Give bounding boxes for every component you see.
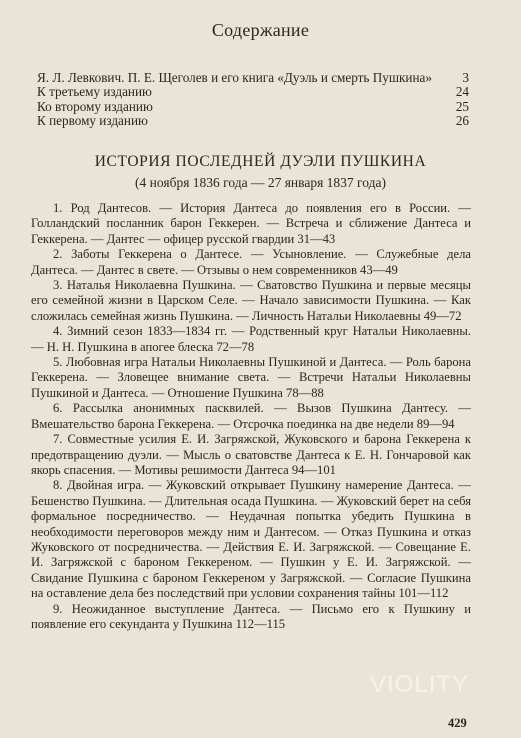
toc-entry-text: Ко второму изданию: [37, 98, 153, 114]
toc-entry-text: Я. Л. Левкович. П. Е. Щеголев и его книга «Дуэль и смерть Пушкина»: [37, 70, 432, 85]
toc-entry-page: 25: [455, 98, 469, 114]
page-number: 429: [448, 716, 467, 730]
toc-row: [37, 114, 469, 129]
chapter-item: 8. Двойная игра. — Жуковский открывает Пушкину намерение Дантеса. — Бешенство Пушкина. — Длительная осада Пушкина. — Жуковский берет на себя формальное посредничество. — Неудачная попытка убедить Пушкина в необходимости переговоров между ним и Дантесом. — Отказ Пушкина и отказ Жуковского от посредничества. — Действия Е. И. Загряжской. — Совещание Е. И. Загряжской с бароном Геккереном. — Пушкин у Е. И. Загряжской. — Свидание Пушкина с бароном Геккереном у Загряжской. — Согласие Пушкина на оставление дела без последствий при условии сохранения тайны 101—112: [31, 478, 471, 601]
toc-entry-page: 3: [462, 70, 469, 85]
chapter-item: 9. Неожиданное выступление Дантеса. — Письмо его к Пушкину и появление его секунданта у Пушкина 112—115: [31, 601, 471, 631]
chapter-item: 2. Заботы Геккерена о Дантесе. — Усыновление. — Служебные дела Дантеса. — Дантес в свете. — Отзывы о нем современников 43—49: [31, 247, 471, 277]
chapter-items: [31, 201, 471, 632]
toc-row: [37, 100, 469, 115]
chapter-item: 1. Род Дантесов. — История Дантеса до появления его в России. — Голландский посланник барон Геккерен. — Встреча и сближение Дантеса и Геккерена. — Дантес — офицер русской гвардии 31—43: [31, 201, 471, 246]
contents-list: [37, 70, 469, 129]
toc-entry-text: К третьему изданию: [37, 84, 152, 99]
chapter-item: 6. Рассылка анонимных пасквилей. — Вызов Пушкина Дантесу. — Вмешательство барона Геккерена. — Отсрочка поединка на две недели 89—94: [31, 401, 471, 431]
page-title: Содержание: [211, 20, 310, 40]
watermark: VIOLITY: [370, 671, 470, 698]
chapter-item: 4. Зимний сезон 1833—1834 гг. — Родственный круг Натальи Николаевны. — Н. Н. Пушкина в апогее блеска 72—78: [31, 324, 471, 354]
toc-entry-page: 26: [455, 113, 469, 128]
section-subtitle: (4 ноября 1836 года — 27 января 1837 года): [135, 175, 386, 190]
toc-entry-page: 24: [455, 84, 469, 99]
chapter-item: 5. Любовная игра Натальи Николаевны Пушкиной и Дантеса. — Роль барона Геккерена. — Зловещее внимание света. — Встречи Натальи Николаевны Пушкиной и Дантеса. — Отношение Пушкина 78—88: [31, 355, 471, 400]
chapter-item: 3. Наталья Николаевна Пушкина. — Сватовство Пушкина и первые месяцы его семейной жизни в Царском Селе. — Начало зависимости Пушкина. — Как сложилась семейная жизнь Пушкина. — Личность Натальи Николаевны 49—72: [31, 278, 471, 323]
toc-entry-text: К первому изданию: [37, 113, 148, 128]
section-title: ИСТОРИЯ ПОСЛЕДНЕЙ ДУЭЛИ ПУШКИНА: [94, 153, 427, 170]
toc-row: [37, 70, 469, 85]
chapter-item: 7. Совместные усилия Е. И. Загряжской, Жуковского и барона Геккерена к предотвращению дуэли. — Мысль о сватовстве Дантеса к Е. Н. Гончаровой как якорь спасения. — Мотивы решимости Дантеса 94—101: [31, 432, 471, 477]
toc-row: [37, 85, 469, 100]
